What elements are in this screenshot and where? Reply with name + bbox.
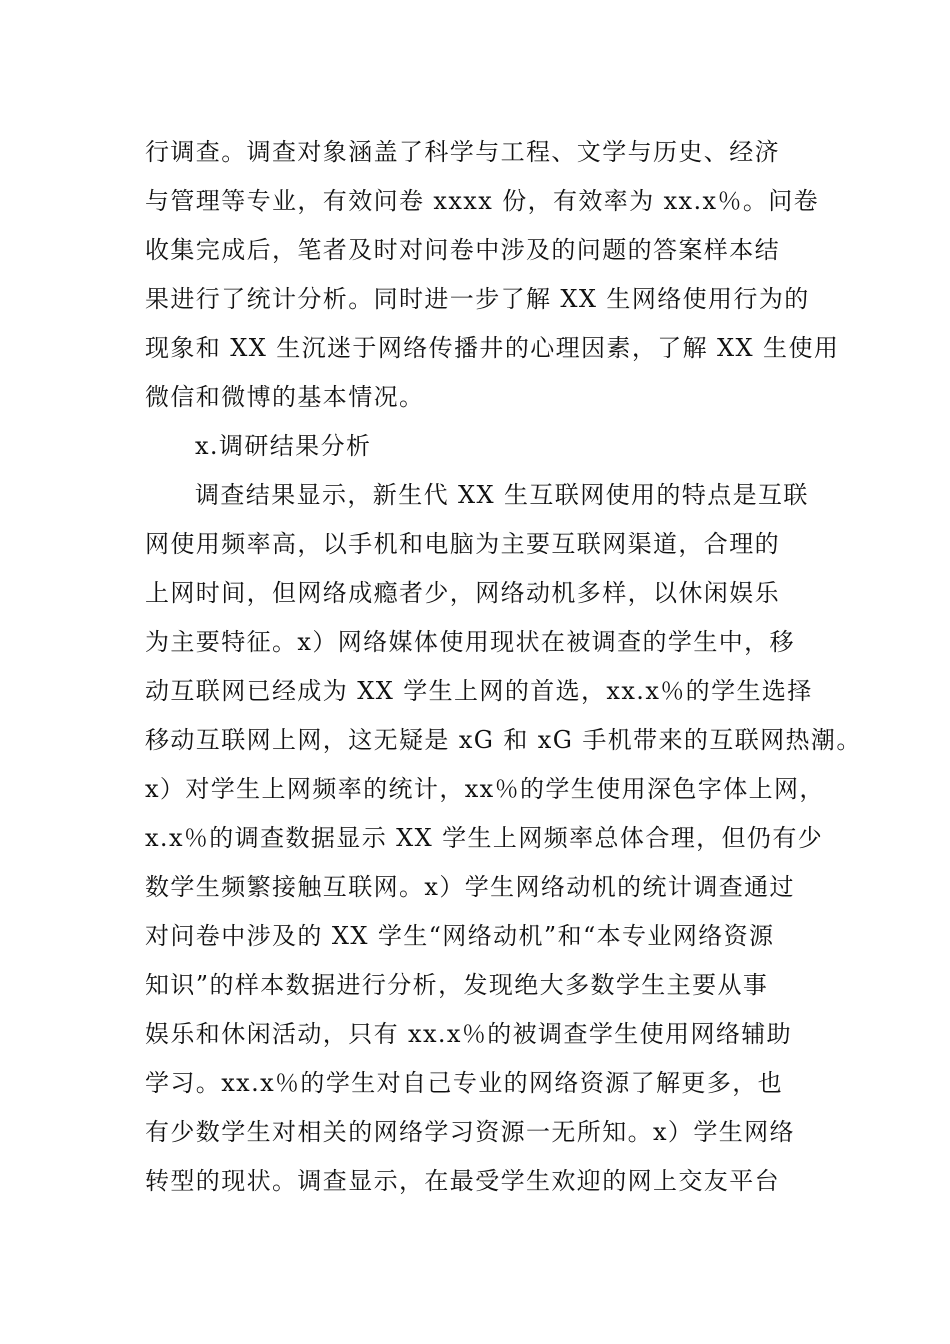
text-line: 果进行了统计分析。同时进一步了解 XX 生网络使用行为的 — [145, 285, 810, 313]
text-line: 学习。xx.x％的学生对自己专业的网络资源了解更多，也 — [145, 1069, 784, 1097]
text-line: 上网时间，但网络成瘾者少，网络动机多样，以休闲娱乐 — [145, 579, 780, 607]
text-line: 为主要特征。x）网络媒体使用现状在被调查的学生中，移 — [145, 628, 795, 656]
text-line: 动互联网已经成为 XX 学生上网的首选，xx.x％的学生选择 — [145, 677, 813, 705]
section-heading: x.调研结果分析 — [195, 432, 372, 460]
text-line: 收集完成后，笔者及时对问卷中涉及的问题的答案样本结 — [145, 236, 780, 264]
text-line: x.x％的调查数据显示 XX 学生上网频率总体合理，但仍有少 — [145, 824, 824, 852]
text-line: 与管理等专业，有效问卷 xxxx 份，有效率为 xx.x％。问卷 — [145, 187, 820, 215]
text-line: 移动互联网上网，这无疑是 xG 和 xG 手机带来的互联网热潮。 — [145, 726, 862, 754]
text-line: 微信和微博的基本情况。 — [145, 383, 425, 411]
text-line: x）对学生上网频率的统计，xx％的学生使用深色字体上网， — [145, 775, 825, 803]
body-text — [145, 128, 862, 1206]
text-line: 网使用频率高，以手机和电脑为主要互联网渠道，合理的 — [145, 530, 780, 558]
text-line: 行调查。调查对象涵盖了科学与工程、文学与历史、经济 — [145, 138, 780, 166]
text-line: 现象和 XX 生沉迷于网络传播井的心理因素，了解 XX 生使用 — [145, 334, 840, 362]
text-line: 知识”的样本数据进行分析，发现绝大多数学生主要从事 — [145, 971, 769, 999]
text-line: 对问卷中涉及的 XX 学生“网络动机”和“本专业网络资源 — [145, 922, 775, 950]
text-line: 有少数学生对相关的网络学习资源一无所知。x）学生网络 — [145, 1118, 795, 1146]
text-line: 娱乐和休闲活动，只有 xx.x％的被调查学生使用网络辅助 — [145, 1020, 793, 1048]
text-line: 数学生频繁接触互联网。x）学生网络动机的统计调查通过 — [145, 873, 795, 901]
text-line: 转型的现状。调查显示，在最受学生欢迎的网上交友平台 — [145, 1167, 780, 1195]
paragraph-first-line: 调查结果显示，新生代 XX 生互联网使用的特点是互联 — [195, 481, 809, 509]
